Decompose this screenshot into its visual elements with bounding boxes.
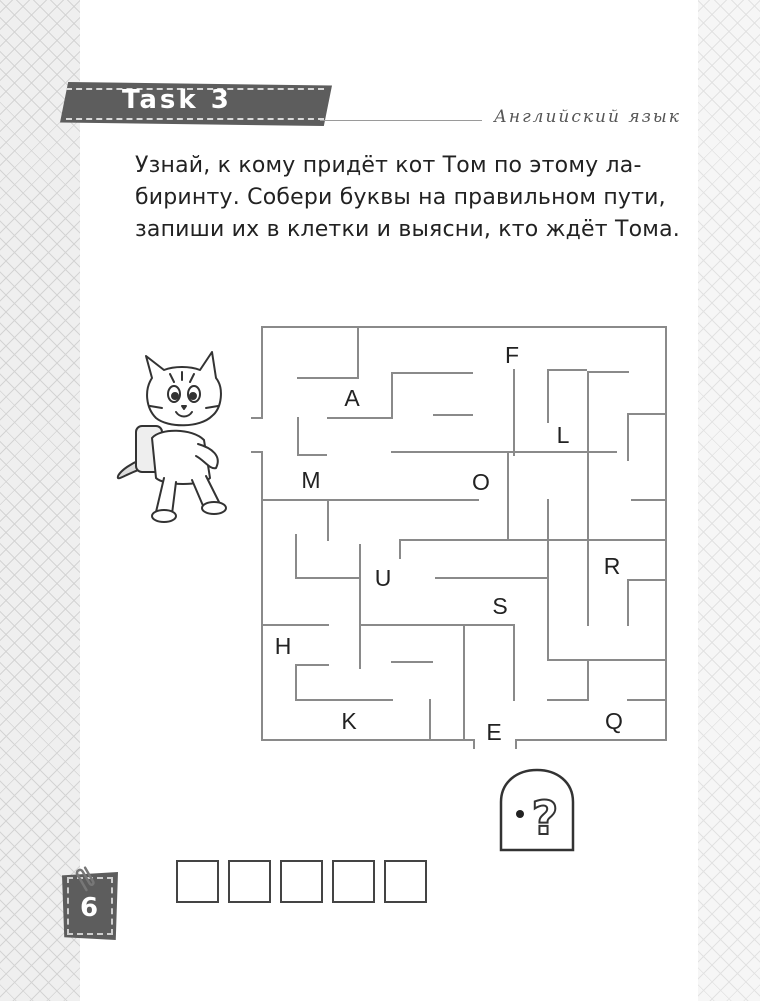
maze-letter: S bbox=[492, 593, 508, 619]
answer-cell[interactable] bbox=[332, 860, 375, 903]
maze-letter: A bbox=[344, 385, 360, 411]
answer-cell[interactable] bbox=[228, 860, 271, 903]
answer-cell[interactable] bbox=[280, 860, 323, 903]
page-number: 6 bbox=[80, 893, 99, 923]
task-label: Task 3 bbox=[122, 85, 232, 115]
maze-letter: M bbox=[301, 467, 321, 493]
maze-letter: U bbox=[374, 565, 392, 591]
maze-letter: Q bbox=[605, 708, 623, 734]
maze-letter: R bbox=[603, 553, 621, 579]
maze-letter: H bbox=[274, 633, 292, 659]
answer-cells bbox=[176, 860, 427, 903]
maze-letter: E bbox=[486, 719, 502, 745]
instruction-line: запиши их в клетки и выясни, кто ждёт Тома. bbox=[135, 217, 680, 242]
maze-letter: K bbox=[341, 708, 357, 734]
door-knob bbox=[516, 810, 524, 818]
paperclip-icon bbox=[72, 862, 102, 892]
answer-cell[interactable] bbox=[384, 860, 427, 903]
cat-tom-illustration bbox=[112, 348, 236, 528]
maze-letter: L bbox=[556, 422, 570, 448]
instruction-line: биринту. Собери буквы на правильном пути, bbox=[135, 185, 666, 210]
instruction-line: Узнай, к кому придёт кот Том по этому ла- bbox=[135, 153, 642, 178]
answer-cell[interactable] bbox=[176, 860, 219, 903]
subject-label: Английский язык bbox=[494, 107, 681, 127]
maze-letter: O bbox=[472, 469, 490, 495]
question-mark: ? bbox=[531, 791, 559, 845]
maze-letter: F bbox=[504, 342, 520, 368]
mystery-door bbox=[497, 768, 579, 854]
